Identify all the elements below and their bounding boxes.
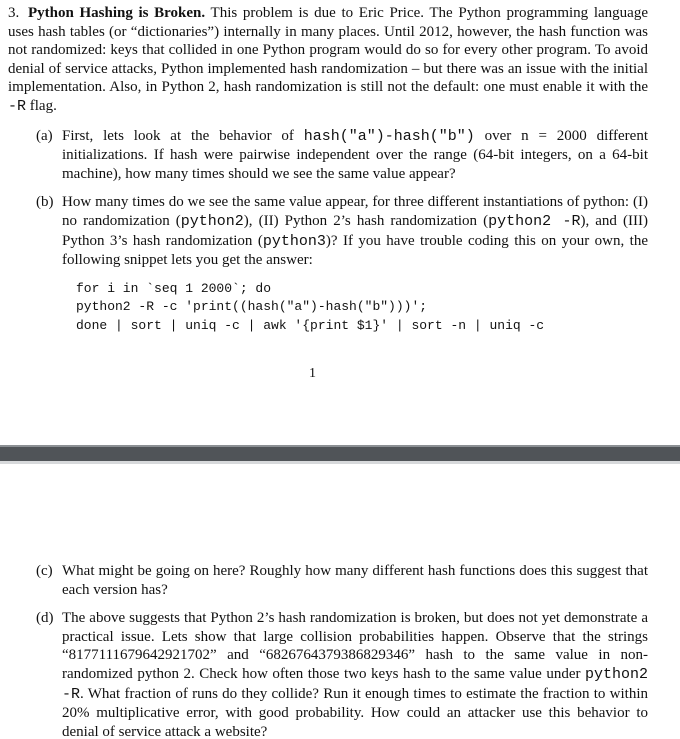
page-number: 1 bbox=[309, 366, 316, 381]
code-snippet bbox=[76, 280, 648, 336]
part-d bbox=[36, 609, 648, 739]
part-a-code: hash("a")-hash("b") bbox=[303, 127, 475, 145]
part-b-label: (b) bbox=[36, 194, 54, 211]
part-d-text-2: . What fraction of runs do they collide? Run it enough times to estimate the fraction to within 20% multiplicative error, with good probability. How could an attacker use this behavior to denial of service attack a website? bbox=[62, 685, 648, 739]
problem-title: Python Hashing is Broken. bbox=[28, 5, 206, 21]
part-b bbox=[36, 193, 648, 269]
problem-number: 3. bbox=[8, 5, 20, 21]
problem-intro bbox=[8, 4, 648, 117]
part-c bbox=[36, 562, 648, 599]
part-d-text-1: The above suggests that Python 2’s hash randomization is broken, but does not yet demonstrate a practical issue. Lets show that large collision probabilities happen. Observe that the strings “8177111679642921702” and “6826764379386829346” hash to the same value in non-randomized python 2. Check how often those two keys hash to the same value under bbox=[62, 610, 648, 682]
page-1-content bbox=[8, 4, 648, 336]
part-d-body bbox=[62, 609, 648, 739]
part-b-code-3: python3 bbox=[262, 232, 326, 250]
part-d-code: python2 -R bbox=[62, 665, 648, 703]
part-b-code-1: python2 bbox=[180, 212, 244, 230]
part-b-text-1: How many times do we see the same value appear, for three different instantiations of python: (I) no randomization ( bbox=[62, 194, 648, 229]
problem-intro-text: This problem is due to Eric Price. The Python programming language uses hash tables (or “dictionaries”) internally in many places. Until 2012, however, the hash function was not randomized: keys that collided in one Python program would do so for every other program. To avoid denial of service attacks, Python implemented hash randomization – but there was an issue with the initial implementation. Also, in Python 2, hash randomization is still not the default: one must enable it with the bbox=[8, 5, 648, 96]
part-a-text-2: over n = 2000 different initializations. If hash were pairwise independent over the range (64-bit integers, on a 64-bit machine), how many times should we see the same value appear? bbox=[62, 127, 648, 182]
part-c-label: (c) bbox=[36, 563, 53, 579]
code-line-2: python2 -R -c 'print((hash("a")-hash("b")))'; bbox=[76, 299, 428, 315]
part-a-body bbox=[62, 127, 648, 184]
part-b-text-2: ), (II) Python 2’s hash randomization ( bbox=[243, 212, 489, 229]
page-separator-shadow bbox=[0, 461, 680, 464]
code-line-1: for i in `seq 1 2000`; do bbox=[76, 280, 272, 296]
part-b-text-4: )? If you have trouble coding this on your own, the following snippet lets you get the answer: bbox=[62, 232, 648, 269]
problem-intro-flag: -R bbox=[8, 97, 27, 115]
part-a-label: (a) bbox=[36, 127, 53, 144]
part-a bbox=[36, 127, 648, 184]
part-b-text-3: ), and (III) Python 3’s hash randomization ( bbox=[62, 212, 648, 249]
problem-intro-text-end: flag. bbox=[26, 97, 57, 114]
page-2-content bbox=[8, 562, 648, 739]
part-a-text-1: First, lets look at the behavior of bbox=[62, 127, 304, 144]
code-line-3: done | sort | uniq -c | awk '{print $1}' | sort -n | uniq -c bbox=[76, 317, 545, 333]
part-c-body: What might be going on here? Roughly how many different hash functions does this suggest that each version has? bbox=[62, 563, 648, 598]
part-d-label: (d) bbox=[36, 610, 54, 627]
part-b-code-2: python2 -R bbox=[488, 212, 581, 230]
part-b-body bbox=[62, 193, 648, 269]
